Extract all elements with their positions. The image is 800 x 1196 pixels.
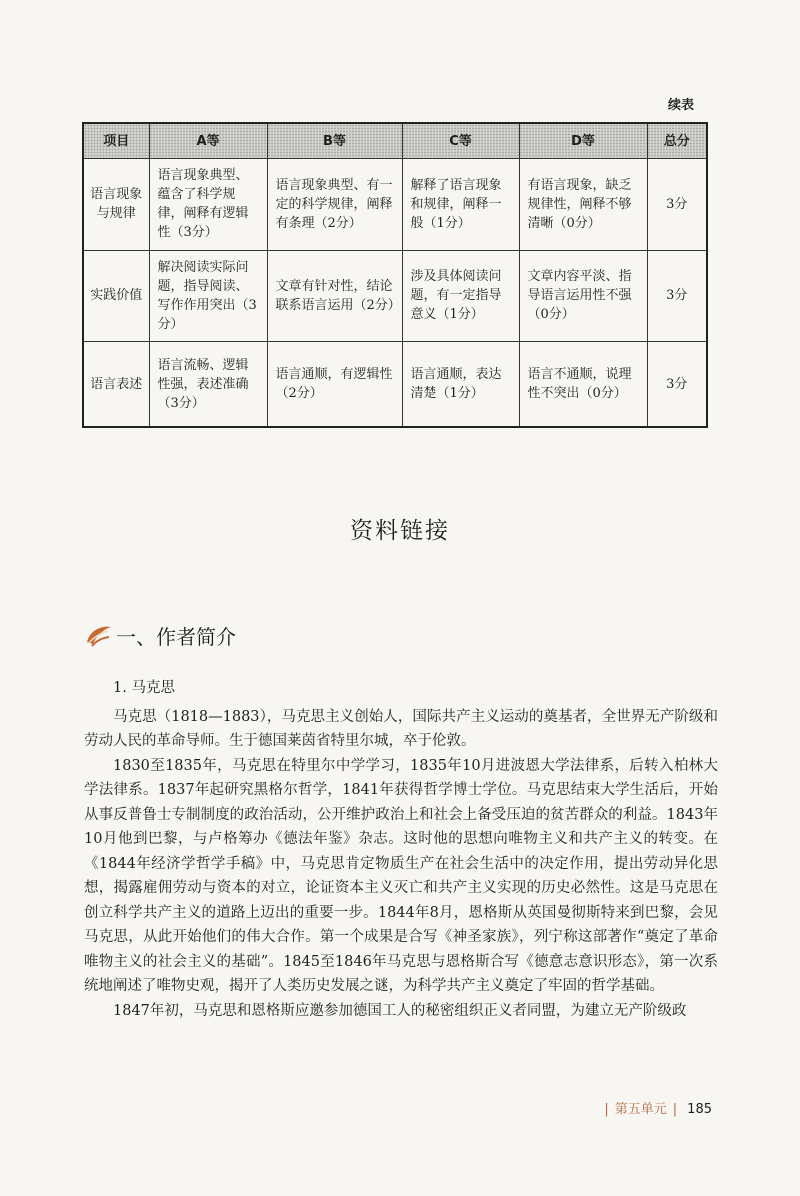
grade-d-cell: 文章内容平淡、指导语言运用性不强（0分） [519, 250, 647, 342]
continued-table-label: 续表 [667, 98, 694, 113]
sub-item-heading: 1. 马克思 [113, 680, 175, 696]
evaluation-table [82, 122, 708, 428]
grade-a-cell: 解决阅读实际问题，指导阅读、写作作用突出（3分） [149, 250, 267, 342]
table-row [83, 342, 707, 427]
header-grade-a: A等 [149, 123, 267, 159]
header-grade-d: D等 [519, 123, 647, 159]
row-item-cell: 语言现象与规律 [83, 159, 149, 251]
grade-c-cell: 涉及具体阅读问题，有一定指导意义（1分） [402, 250, 519, 342]
section-title: 资料链接 [350, 518, 450, 544]
row-item-cell: 实践价值 [83, 250, 149, 342]
total-cell: 3分 [647, 342, 707, 427]
grade-a-cell: 语言流畅、逻辑性强，表述准确（3分） [149, 342, 267, 427]
grade-a-cell: 语言现象典型、蕴含了科学规律，阐释有逻辑性（3分） [149, 159, 267, 251]
table-row [83, 250, 707, 342]
total-cell: 3分 [647, 159, 707, 251]
header-total: 总分 [647, 123, 707, 159]
grade-b-cell: 文章有针对性，结论联系语言运用（2分） [267, 250, 402, 342]
grade-b-cell: 语言通顺，有逻辑性（2分） [267, 342, 402, 427]
body-text [84, 676, 718, 1023]
total-cell: 3分 [647, 250, 707, 342]
page-footer: | 第五单元 | 185 [604, 1102, 712, 1117]
brush-stroke-icon [84, 622, 114, 648]
footer-unit-label: 第五单元 [614, 1102, 667, 1117]
grade-b-cell: 语言现象典型、有一定的科学规律，阐释有条理（2分） [267, 159, 402, 251]
row-item-cell: 语言表述 [83, 342, 149, 427]
paragraph: 1830至1835年，马克思在特里尔中学学习，1835年10月进波恩大学法律系，后转入柏林大学法律系。1837年起研究黑格尔哲学，1841年获得哲学博士学位。马克思结束大学生活后，开始从事反普鲁士专制制度的政治活动，公开维护政治上和社会上备受压迫的贫苦群众的利益。1843年10月他到巴黎，与卢格筹办《德法年鉴》杂志。这时他的思想向唯物主义和共产主义的转变。在《1844年经济学哲学手稿》中，马克思肯定物质生产在社会生活中的决定作用，提出劳动异化思想，揭露雇佣劳动与资本的对立，论证资本主义灭亡和共产主义实现的历史必然性。这是马克思在创立科学共产主义的道路上迈出的重要一步。1844年8月，恩格斯从英国曼彻斯特来到巴黎，会见马克思，从此开始他们的伟大合作。第一个成果是合写《神圣家族》，列宁称这部著作“奠定了革命唯物主义的社会主义的基础”。1845至1846年马克思与恩格斯合写《德意志意识形态》，第一次系统地阐述了唯物史观，揭开了人类历史发展之谜，为科学共产主义奠定了牢固的哲学基础。 [84, 757, 718, 994]
header-grade-c: C等 [402, 123, 519, 159]
grade-c-cell: 解释了语言现象和规律，阐释一般（1分） [402, 159, 519, 251]
page-number: 185 [687, 1102, 712, 1117]
grade-d-cell: 语言不通顺，说理性不突出（0分） [519, 342, 647, 427]
header-grade-b: B等 [267, 123, 402, 159]
subsection-title: 一、作者简介 [116, 625, 236, 649]
header-item: 项目 [83, 123, 149, 159]
grade-d-cell: 有语言现象，缺乏规律性，阐释不够清晰（0分） [519, 159, 647, 251]
table-row [83, 159, 707, 251]
grade-c-cell: 语言通顺，表达清楚（1分） [402, 342, 519, 427]
table-header-row [83, 123, 707, 159]
paragraph: 马克思（1818—1883），马克思主义创始人，国际共产主义运动的奠基者，全世界无产阶级和劳动人民的革命导师。生于德国莱茵省特里尔城，卒于伦敦。 [84, 708, 718, 749]
paragraph: 1847年初，马克思和恩格斯应邀参加德国工人的秘密组织正义者同盟，为建立无产阶级政 [113, 1002, 687, 1019]
